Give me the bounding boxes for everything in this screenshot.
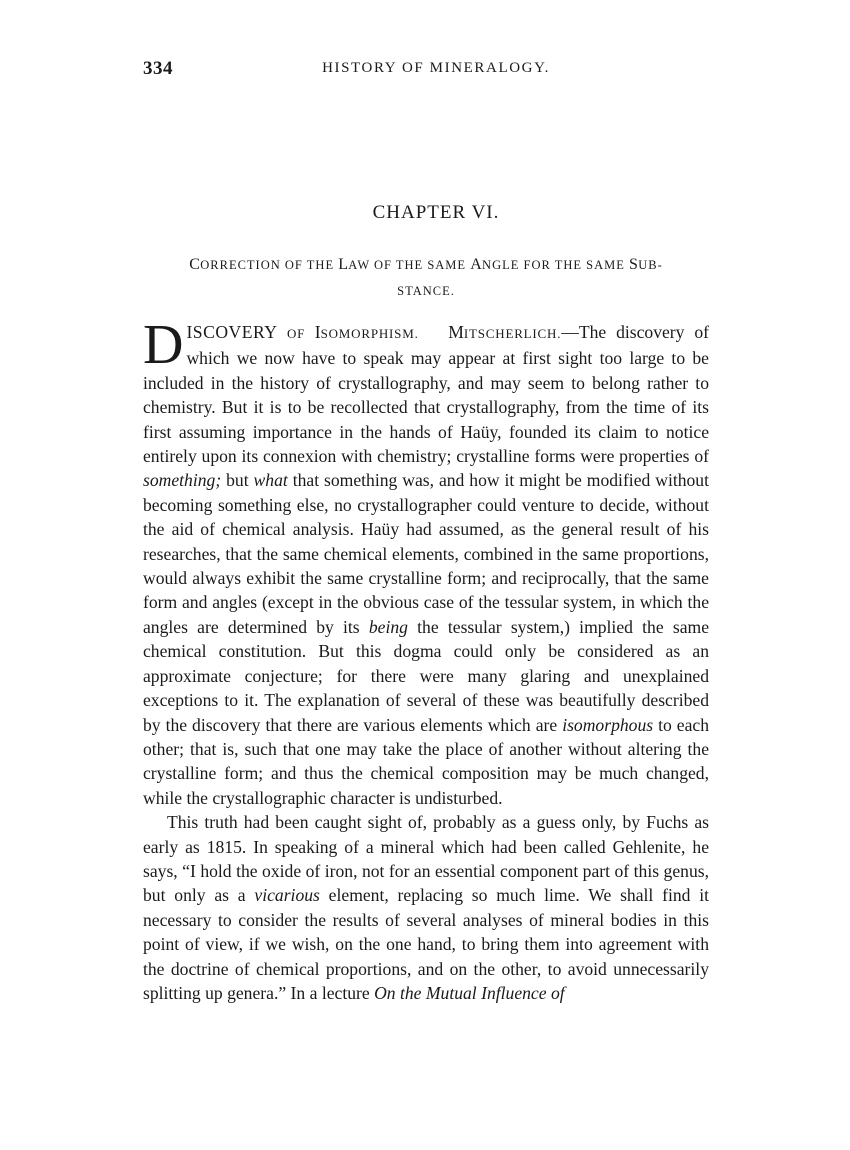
italic-what: what <box>253 470 288 491</box>
subtitle-cap-1: C <box>189 256 201 273</box>
paragraph-1-text-a: —The discovery of which we now have to speak may appear at first sight too large to be included in the history of crystallography, and may seem to belong rather to chemistry. But it is to be recollected that crystallography, from the time of its first assuming importance in the hands of Haüy, founded its claim to notice entirely upon its connexion with chemistry; crystalline forms were properties of <box>143 322 709 467</box>
page-number: 334 <box>143 58 173 79</box>
lead-isomorphism-rest: SOMORPHISM. <box>320 326 419 341</box>
lead-mitscherlich-cap: M <box>448 322 464 342</box>
subtitle-word-2: AW OF THE SAME <box>348 258 471 272</box>
paragraph-1-text-e: to each other; that is, such that one may take the place of another without altering the crystalline form; and thus the chemical composition may be much changed, while the crystallographic character is undisturbed. <box>143 714 709 808</box>
running-head: HISTORY OF MINERALOGY. <box>322 60 550 76</box>
subtitle-word-4: UB- <box>638 258 663 272</box>
body-text <box>143 314 709 1005</box>
paragraph-1-text-d: the tessular system,) implied the same chemical constitution. But this dogma could only be considered as an approximate conjecture; for there were many glaring and unexplained exceptions to it. The explanation of several of these was beautifully described by the discovery that there are various elements which are <box>143 616 709 735</box>
subtitle-word-3: NGLE FOR THE SAME <box>482 258 629 272</box>
paragraph-1-text-b: but <box>221 470 254 491</box>
subtitle-cap-3: A <box>470 256 483 273</box>
lead-of: OF <box>277 326 315 341</box>
italic-being: being <box>368 616 408 637</box>
paragraph-2 <box>143 810 709 1005</box>
paragraph-1 <box>143 314 709 810</box>
lead-word: ISCOVERY <box>186 322 278 342</box>
paragraph-2-text-a: This truth had been caught sight of, probably as a guess only, by Fuchs as early as 1815. In speaking of a mineral which had been called Gehlenite, he says, “I hold the oxide of iron, not for an essential component part of this genus, but only as a <box>143 812 709 906</box>
paragraph-1-text-c: that something was, and how it might be modified without becoming something else, no crystallographer could venture to decide, without the aid of chemical analysis. Haüy had assumed, as the general result of his researches, that the same chemical elements, combined in the same proportions, would always exhibit the same crystalline form; and reciprocally, that the same form and angles (except in the obvious case of the tessular system, in which the angles are determined by its <box>143 470 709 637</box>
lead-isomorphism-cap: I <box>314 322 321 342</box>
paragraph-2-text-b: element, replacing so much lime. We shall find it necessary to consider the results of several analyses of mineral bodies in this point of view, if we wish, on the one hand, to bring them into agreement with the doctrine of chemical proportions, and on the other, to avoid unnecessarily splitting up genera.” In a lecture <box>143 885 709 1003</box>
italic-isomorphous: isomorphous <box>562 714 654 735</box>
italic-something: something; <box>143 470 222 491</box>
subtitle-cap-4: S <box>629 256 639 273</box>
subtitle-cap-2: L <box>338 256 349 273</box>
italic-lecture-title: On the Mutual Influence of <box>374 982 565 1003</box>
chapter-subtitle <box>143 252 709 304</box>
subtitle-line-2: STANCE. <box>397 284 455 298</box>
chapter-title: CHAPTER VI. <box>372 202 500 223</box>
italic-vicarious: vicarious <box>254 885 320 906</box>
page-header <box>143 58 709 88</box>
subtitle-word-1: ORRECTION OF THE <box>200 258 339 272</box>
lead-mitscherlich-rest: ITSCHERLICH. <box>463 326 562 341</box>
drop-cap: D <box>143 314 184 376</box>
